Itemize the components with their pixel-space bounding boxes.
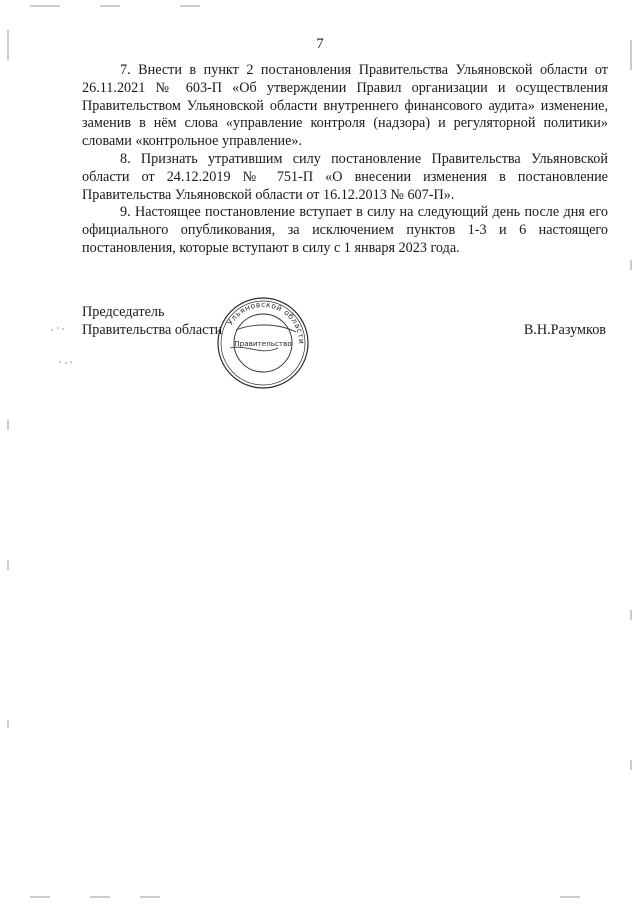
signatory-name: В.Н.Разумков (523, 322, 606, 338)
paragraph-8: 8. Признать утратившим силу постановление Правительства Ульяновской области от 24.12.2019 № 751-П «О внесении изменения в постановление Правительства Ульяновской области от 16.12.2013 № 607-П». (82, 150, 608, 203)
paragraph-7: 7. Внести в пункт 2 постановления Правительства Ульяновской области от 26.11.2021 № 603-П «Об утверждении Правил организации и осуществления Правительством Ульяновской области внутреннего финансового аудита» изменение, заменив в нём слова «управление контроля (надзора) и регуляторной политики» словами «контрольное управление». (82, 62, 608, 150)
svg-text:Ульяновской области (225, 300, 306, 345)
signatory-title-line1: Председатель (82, 304, 165, 320)
paragraph-9: 9. Настоящее постановление вступает в силу на следующий день после дня его официального опубликования, за исключением пунктов 1-3 и 6 настоящего постановления, которые вступают в силу с 1 января 2023 года. (82, 204, 608, 256)
official-seal (216, 296, 310, 390)
seal-center-text: Правительство (234, 339, 292, 348)
signatory-title-line2: Правительства области (82, 322, 223, 338)
page-number: 7 (316, 36, 324, 52)
seal-ring-text: Ульяновской области (225, 299, 307, 345)
document-body (82, 62, 608, 258)
